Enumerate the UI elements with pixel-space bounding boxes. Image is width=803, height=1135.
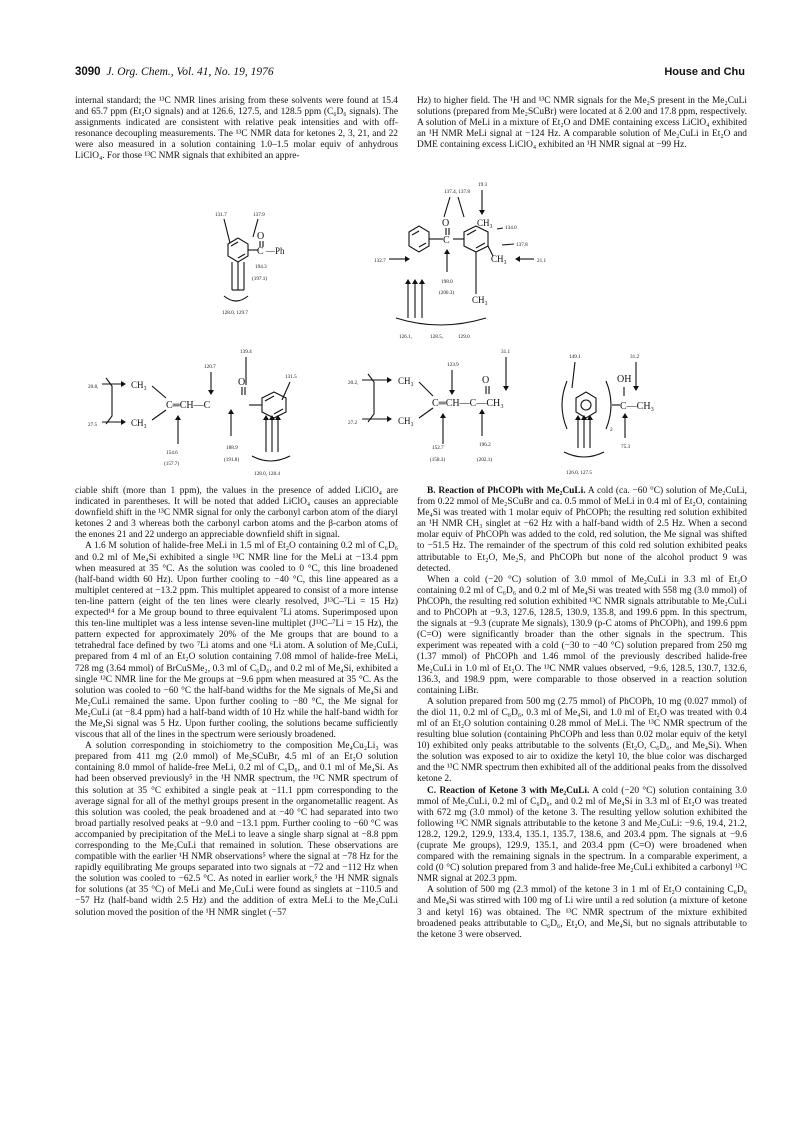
enone-21-structure: [88, 349, 297, 477]
shift-label: (157.7): [164, 461, 180, 467]
shift-label: 20.2,: [348, 380, 359, 386]
methyl-group: CH₃: [131, 380, 147, 390]
enone-22-structure: [348, 349, 510, 463]
authors: House and Chu: [664, 66, 745, 78]
column-right-bottom: [417, 486, 747, 941]
shift-label: 128.5,: [430, 334, 443, 340]
ketone-2-structure: [215, 212, 285, 316]
methyl-group: CH₃: [398, 376, 414, 386]
page-header: [75, 66, 745, 82]
shift-label: (197.1): [252, 276, 268, 282]
shift-label: 128.0, 129.7: [222, 310, 248, 316]
section-heading: B. Reaction of PhCOPh with Me₂CuLi.: [427, 486, 586, 496]
methyl-group: CH₃: [398, 416, 414, 426]
shift-label: 137.9: [253, 212, 265, 218]
shift-label: (202.1): [477, 457, 493, 463]
shift-label: 152.7: [432, 445, 444, 451]
hydroxyl-group: OH: [617, 374, 632, 385]
section-heading: C. Reaction of Ketone 3 with Me₂CuLi.: [427, 785, 590, 796]
shift-label: 154.6: [166, 450, 178, 456]
shift-label: 123.9: [447, 362, 459, 368]
shift-label: 75.3: [621, 444, 631, 450]
enone-chain: C═CH—C—CH₃: [432, 398, 504, 409]
enone-chain: C═CH—C: [166, 400, 211, 411]
shift-label: 31.1: [501, 349, 511, 355]
shift-label: 21.1: [537, 258, 547, 264]
phenyl-group: —Ph: [266, 246, 285, 256]
oxygen-atom: O: [257, 231, 265, 242]
column-left-top: [75, 96, 398, 163]
paragraph: When a cold (−20 °C) solution of 3.0 mmol of Me₂CuLi in 3.3 ml of Et₂O containing 0.2 ml of C₆D₆ and 0.2 ml of Me₄Si was treated with 558 mg (3.0 mmol) of PhCOPh, the resulting red solution exhibited ¹³C NMR signals attributable to Me₂CuLi and to PhCOPh at −9.3, 127.6, 128.5, 130.9, 135.8, and 199.6 ppm. In this spectrum, the signals at −9.3 (cuprate Me signals), 130.9 (p-C atoms of PhCOPh), and 199.6 ppm (C=O) were significantly broader than the other signals in the spectrum. This experiment was repeated with a cold (−30 to −40 °C) solution prepared from 250 mg (1.37 mmol) of PhCOPh and 1.46 mmol of the previously described halide-free Me₂CuLi in 1.0 ml of Et₂O. The ¹³C NMR values observed, −9.6, 128.5, 130.7, 132.6, 136.3, and 198.9 ppm, were comparable to those observed in a reaction solution containing LiBr.: [417, 574, 747, 696]
methyl-group: CH₃: [472, 295, 488, 305]
shift-label: 31.2: [630, 354, 640, 360]
carbinol-carbon: C—CH₃: [620, 401, 655, 412]
shift-label: 128.0, 128.4: [254, 471, 280, 477]
shift-label: 120.7: [204, 364, 216, 370]
shift-label: 188.9: [226, 445, 238, 451]
shift-label: 19.3: [478, 182, 488, 188]
alcohol-9-structure: [562, 354, 654, 476]
oxygen-atom: O: [238, 377, 246, 388]
methyl-group: CH₃: [491, 254, 507, 264]
shift-label: 131.7: [215, 212, 227, 218]
subscript-2: 2: [610, 427, 613, 433]
paragraph: Hz) to higher field. The ¹H and ¹³C NMR signals for the Me₂S present in the Me₂CuLi solutions (prepared from Me₂SCuBr) were located at δ 2.00 and 17.8 ppm, respectively. A solution of MeLi in a mixture of Et₂O and DME containing excess LiClO₄ exhibited an ¹H NMR MeLi signal at −124 Hz. A comparable solution of Me₂CuLi in Et₂O and DME containing excess LiClO₄ exhibited an ¹H NMR signal at −99 Hz.: [417, 96, 747, 151]
shift-label: 149.1: [569, 354, 581, 360]
shift-label: 131.5: [285, 374, 297, 380]
shift-label: 129.0: [458, 334, 470, 340]
paragraph: A solution prepared from 500 mg (2.75 mmol) of PhCOPh, 10 mg (0.027 mmol) of the diol 11, 0.2 ml of C₆D₆, 0.3 ml of Me₄Si, and 1.0 ml of Et₂O was treated with 0.4 ml of an Et₂O solution containing 0.28 mmol of MeLi. The ¹³C NMR spectrum of the resulting blue solution (containing PhCOPh and less than 0.02 molar equiv of the ketyl 10) exhibited only peaks attributable to the solvents (Et₂O, C₆D₆, and Me₄Si). When the solution was exposed to air to oxidize the ketyl 10, the blue color was discharged and the ¹³C NMR spectrum then exhibited all of the additional peaks from the dissolved ketone 2.: [417, 696, 747, 785]
paragraph: B. Reaction of PhCOPh with Me₂CuLi. A cold (ca. −60 °C) solution of Me₂CuLi, from 0.22 mmol of Me₂SCuBr and ca. 0.5 mmol of MeLi in 0.4 ml of Et₂O, containing Me₄Si was treated with 1 molar equiv of PhCOPh; the resulting red solution exhibited an ¹H NMR CH₃ singlet at −62 Hz with a half-band width of 2.5 Hz. When a second molar equiv of PhCOPh was added to the cold, red solution, the Me signal was shifted to −51.5 Hz. The remainder of the spectrum of this cold red solution exhibited peaks attributable to Et₂O, Me₂S, and PhCOPh but none of the alcohol product 9 was detected.: [417, 486, 747, 574]
shift-label: (158.3): [430, 457, 446, 463]
shift-label: 137.4, 137.8: [444, 189, 470, 195]
shift-label: 198.0: [441, 279, 453, 285]
paragraph: A 1.6 M solution of halide-free MeLi in 1.5 ml of Et₂O containing 0.2 ml of C₆D₆ and 0.2 ml of Me₄Si exhibited a single ¹³C NMR line for the MeLi at −13.4 ppm when measured at 35 °C. As the solution was cooled to 0 °C, this line broadened (half-band width 60 Hz). Upon further cooling to −40 °C, this line appeared as a multiplet centered at −13.2 ppm. This multiplet appeared to consist of a more intense ten-line pattern (eight of the ten lines were clearly resolved, J¹³C–⁷Li = 15 Hz) expected¹⁴ for a Me group bound to three equivalent ⁷Li atoms. Superimposed upon this ten-line multiplet was a less intense seven-line multiplet (J¹³C–⁷Li = 15 Hz), the pattern expected for approximately 20% of the Me groups that are bound to a tetrahedral face defined by two ⁷Li atoms and one ⁶Li atom. A solution of Me₂CuLi, prepared from 4 ml of an Et₂O solution containing 7.08 mmol of halide-free MeLi, 728 mg (3.64 mmol) of BrCuSMe₂, 0.3 ml of C₆D₆, and 0.2 ml of Me₄Si, exhibited a single ¹³C NMR line for the Me groups at −9.6 ppm when measured at 35 °C. As the solution was cooled to −60 °C the half-band widths for the Me signals of Me₄Si and Me₂CuLi remained the same. Upon further cooling to −80 °C, the Me signal for Me₂CuLi (at −8.4 ppm) had a half-band width of 10 Hz while the half-band width for the Me₄Si signal was 5 Hz. Upon further cooling, the solutions became sufficiently viscous that all of the lines in the spectrum were seriously broadened.: [75, 541, 398, 741]
carbonyl-carbon: C: [257, 246, 264, 257]
page-number: 3090: [75, 66, 101, 78]
methyl-group: CH₃: [477, 218, 493, 228]
shift-label: (191.8): [224, 457, 240, 463]
paragraph: A solution of 500 mg (2.3 mmol) of the ketone 3 in 1 ml of Et₂O containing C₆D₆ and Me₄Si was stirred with 100 mg of Li wire until a red solution (a mixture of ketone 3 and ketyl 16) was obtained. The ¹³C NMR spectrum of the mixture exhibited broadened peaks attributable to C₆D₆, Et₂O, and Me₄Si, but no signals attributable to the ketone 3 were observed.: [417, 885, 747, 940]
oxygen-atom: O: [482, 375, 490, 386]
methyl-group: CH₃: [131, 418, 147, 428]
shift-label: 134.0: [505, 225, 517, 231]
running-head: [75, 66, 274, 78]
shift-label: 27.2: [348, 420, 358, 426]
shift-label: 196.2: [479, 442, 491, 448]
oxygen-atom: O: [442, 218, 450, 229]
shift-label: (200.3): [439, 290, 455, 296]
shift-label: 126.0, 127.5: [566, 470, 592, 476]
ketone-3-structure: [374, 182, 546, 340]
shift-label: 27.5: [88, 422, 98, 428]
column-left-bottom: [75, 486, 398, 919]
paragraph: internal standard; the ¹³C NMR lines arising from these solvents were found at 15.4 and 65.7 ppm (Et₂O signals) and at 126.6, 127.5, and 128.5 ppm (C₆D₆ signals). The assignments indicated are consistent with relative peak intensities and with off-resonance decoupling measurements. The ¹³C NMR data for ketones 2, 3, 21, and 22 were also measured in a solution containing 1.0–1.5 molar equiv of anhydrous LiClO₄. For those ¹³C NMR signals that exhibited an appre-: [75, 96, 398, 162]
shift-label: 139.4: [240, 349, 252, 355]
column-right-top: [417, 96, 747, 151]
shift-label: 132.7: [374, 258, 386, 264]
shift-label: 137.8: [516, 242, 528, 248]
paragraph: A solution corresponding in stoichiometry to the composition Me₄Cu₂Li₃ was prepared from 411 mg (2.0 mmol) of Me₂SCuBr, 4.5 ml of an Et₂O solution containing 8.0 mmol of halide-free MeLi, 0.2 ml of C₆D₆, and 0.1 ml of Me₄Si. As had been observed previously⁵ in the ¹H NMR spectrum, the ¹³C NMR spectrum of this solution at 35 °C exhibited a single peak at −11.1 ppm corresponding to the average signal for all of the methyl groups present in the organometallic reagent. As this solution was cooled, the peak broadened and at −40 °C had separated into two broad partially resolved peaks at −9.0 and −13.1 ppm. Further cooling to −60 °C was accompanied by precipitation of the MeLi to leave a single sharp signal at −8.8 ppm corresponding to the Me₂CuLi that remained in solution. These observations are compatible with the earlier ¹H NMR observations⁵ where the signal at −78 Hz for the rapidly equilibrating Me groups separated into two signals at −72 and −112 Hz when the solution was cooled to −62.5 °C. As noted in earlier work,⁵ the ¹H NMR signals for solutions (at 35 °C) of MeLi and Me₂CuLi were found as singlets at −110.5 and −57 Hz (half-band width 2.5 Hz) and the addition of extra MeLi to the Me₂CuLi solution moved the position of the ¹H NMR singlet (−57: [75, 741, 398, 918]
carbonyl-carbon: C: [443, 235, 450, 246]
paragraph: C. Reaction of Ketone 3 with Me₂CuLi. A cold (−20 °C) solution containing 3.0 mmol of Me₂CuLi, 0.2 ml of C₆D₆, and 0.2 ml of Me₄Si in 3.3 ml of Et₂O was treated with 672 mg (3.0 mmol) of the ketone 3. The resulting yellow solution exhibited the following ¹³C NMR signals attributable to the ketone 3 and Me₂CuLi: −9.6, 19.4, 21.2, 128.2, 129.2, 129.9, 133.4, 135.1, 135.7, 138.6, and 203.4 ppm. The signals at −9.6 (cuprate Me groups), 129.9, 135.1, and 203.4 ppm (C=O) were broadened when compared with the remaining signals in the spectrum. In a comparable experiment, a cold (0 °C) solution prepared from 3 and halide-free Me₂CuLi exhibited a carbonyl ¹³C NMR signal at 202.3 ppm.: [417, 785, 747, 885]
shift-label: 126.1,: [399, 334, 412, 340]
shift-label: 20.8,: [88, 384, 99, 390]
journal-citation: J. Org. Chem., Vol. 41, No. 19, 1976: [106, 66, 274, 78]
shift-label: 194.3: [255, 264, 267, 270]
paragraph: ciable shift (more than 1 ppm), the values in the presence of added LiClO₄ are indicated in parentheses. It will be noted that added LiClO₄ causes an appreciable downfield shift in the ¹³C NMR signal for only the carbonyl carbon atom of the diaryl ketones 2 and 3 whereas both the carbonyl carbon atoms and the β-carbon atoms of the enones 21 and 22 undergo an appreciable downfield shift in signal.: [75, 486, 398, 541]
